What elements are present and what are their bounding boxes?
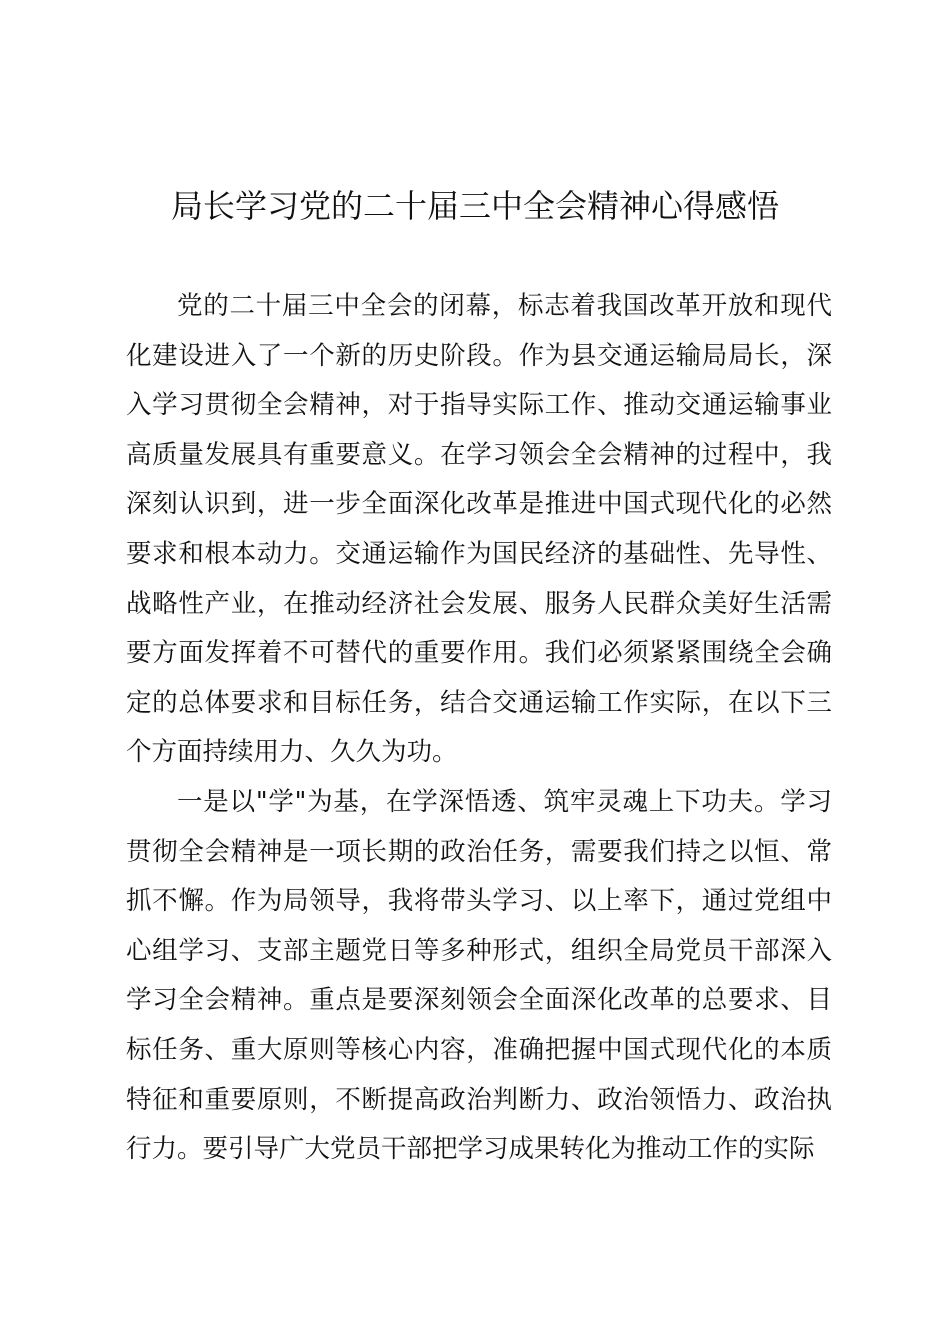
document-body: [126, 282, 832, 1175]
paragraph-point-one: 一是以"学"为基，在学深悟透、筑牢灵魂上下功夫。学习贯彻全会精神是一项长期的政治任务，需要我们持之以恒、常抓不懈。作为局领导，我将带头学习、以上率下，通过党组中心组学习、支部主题党日等多种形式，组织全局党员干部深入学习全会精神。重点是要深刻领会全面深化改革的总要求、目标任务、重大原则等核心内容，准确把握中国式现代化的本质特征和重要原则，不断提高政治判断力、政治领悟力、政治执行力。要引导广大党员干部把学习成果转化为推动工作的实际: [126, 786, 832, 1165]
paragraph-intro: 党的二十届三中全会的闭幕，标志着我国改革开放和现代化建设进入了一个新的历史阶段。作为县交通运输局局长，深入学习贯彻全会精神，对于指导实际工作、推动交通运输事业高质量发展具有重要意义。在学习领会全会精神的过程中，我深刻认识到，进一步全面深化改革是推进中国式现代化的必然要求和根本动力。交通运输作为国民经济的基础性、先导性、战略性产业，在推动经济社会发展、服务人民群众美好生活需要方面发挥着不可替代的重要作用。我们必须紧紧围绕全会确定的总体要求和目标任务，结合交通运输工作实际，在以下三个方面持续用力、久久为功。: [126, 291, 832, 768]
document-title: 局长学习党的二十届三中全会精神心得感悟: [170, 187, 779, 225]
